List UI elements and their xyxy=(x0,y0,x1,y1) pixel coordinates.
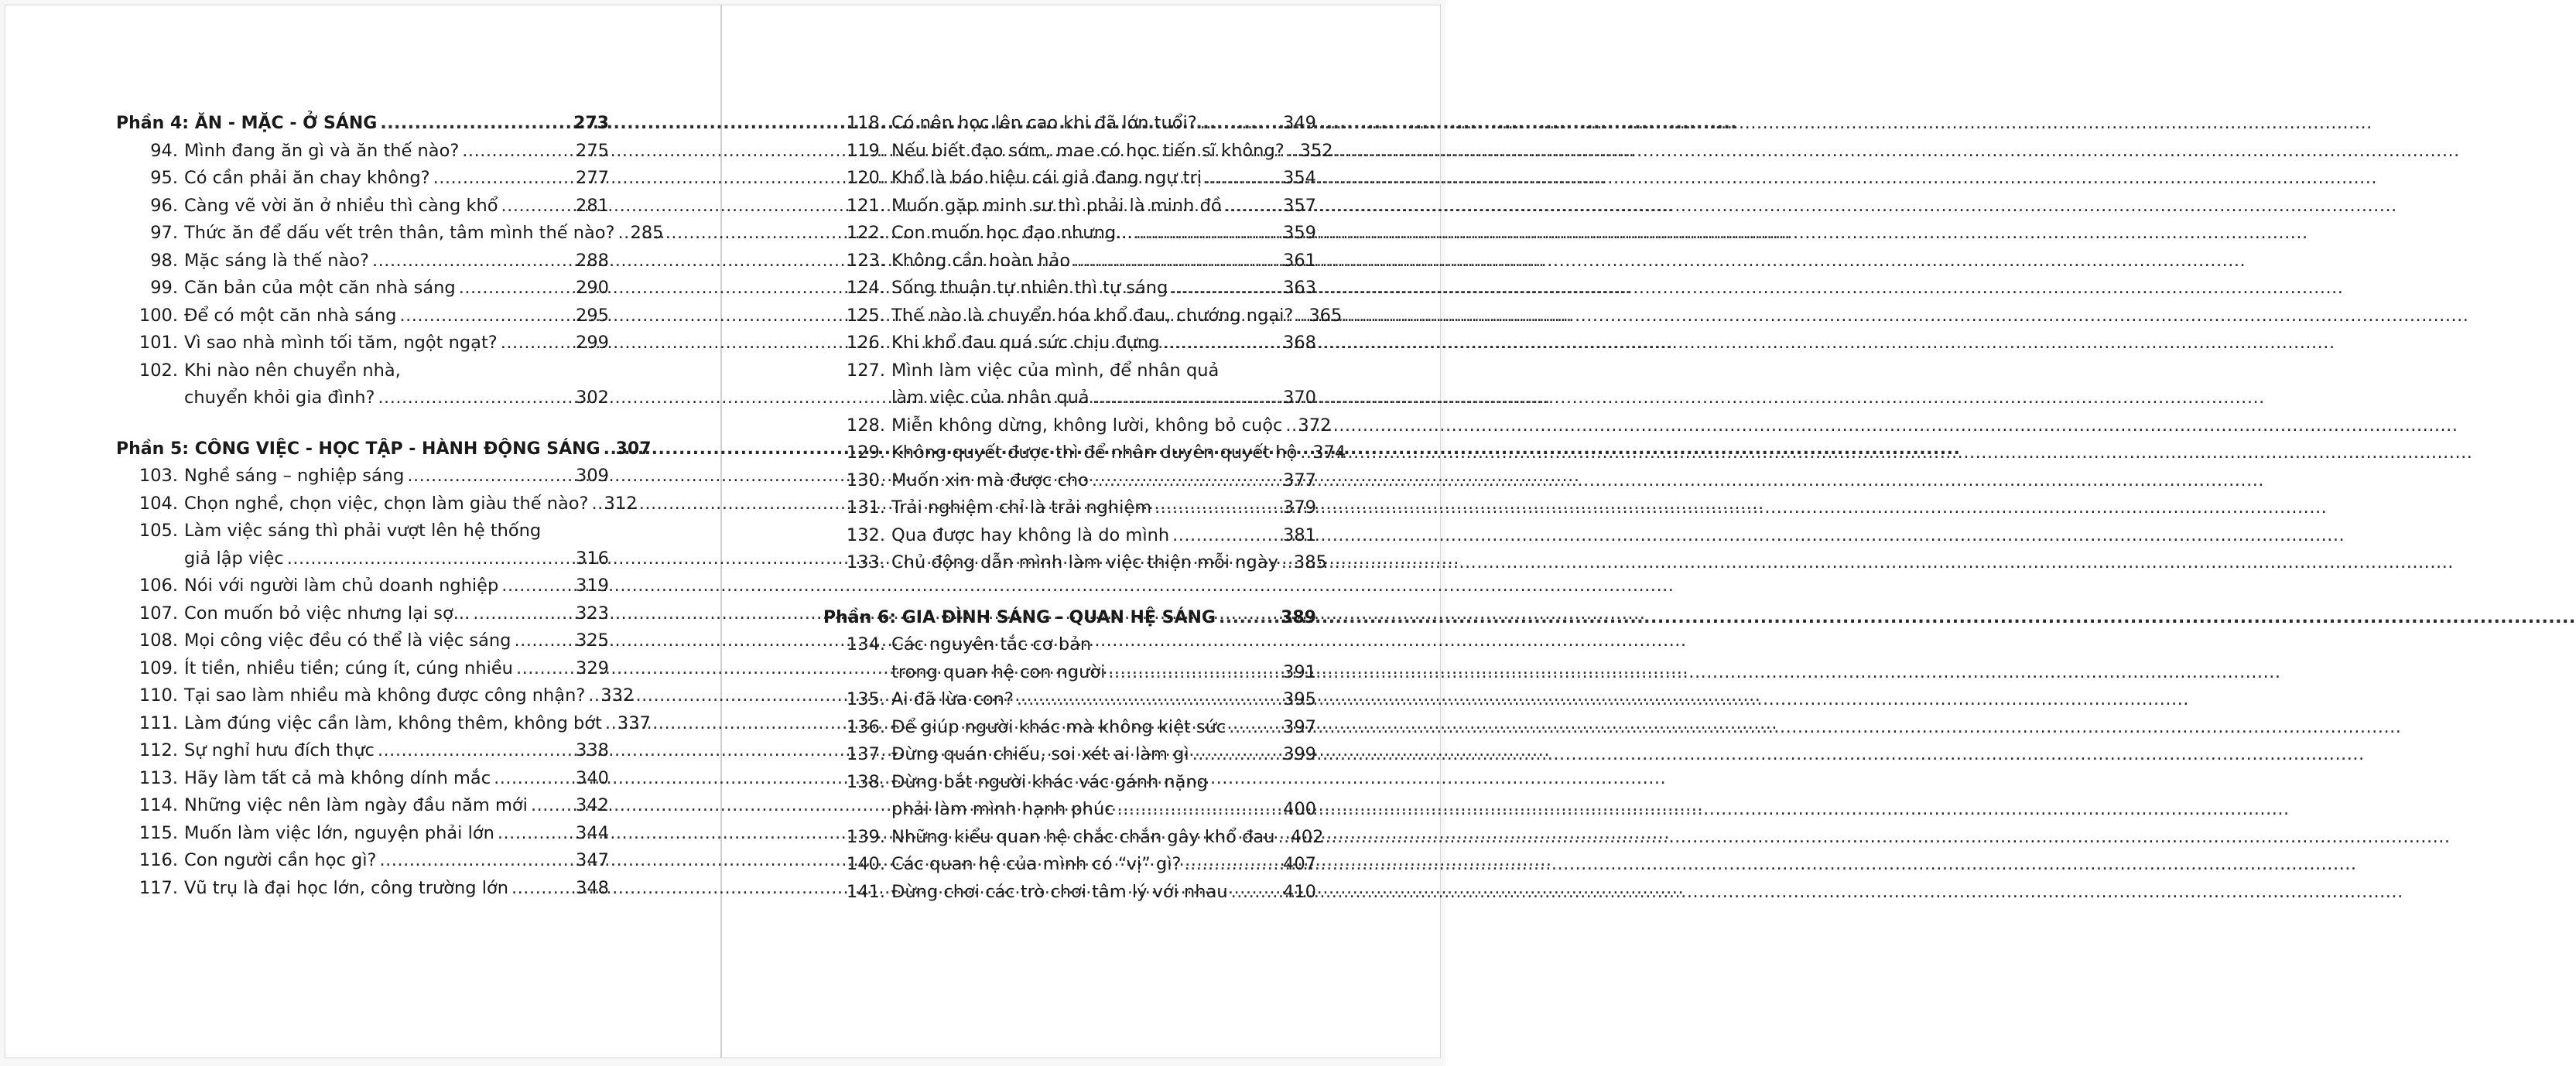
leader-dots xyxy=(1226,714,1283,742)
entry-title: Khổ là báo hiệu cái giả đang ngự trị xyxy=(891,168,1202,188)
entry-title: Căn bản của một căn nhà sáng xyxy=(184,278,456,298)
entry-title-continued: làm việc của nhân quả xyxy=(891,388,1090,408)
entry-number: 95. xyxy=(150,168,178,188)
entry-title-continued: phải làm mình hạnh phúc xyxy=(891,799,1114,819)
entry-page-number: 332 xyxy=(600,685,635,706)
entry-number: 139. xyxy=(846,826,885,847)
leader-dots xyxy=(1197,110,1283,138)
toc-entry[interactable] xyxy=(823,439,1346,467)
toc-entry[interactable] xyxy=(116,357,609,412)
entry-title: Thế nào là chuyển hóa khổ đau, chướng ngại? xyxy=(891,305,1294,326)
entry-number: 98. xyxy=(150,250,178,271)
section-page-number: 273 xyxy=(573,114,609,133)
entry-number: 109. xyxy=(139,658,178,678)
entry-number: 108. xyxy=(139,630,178,651)
toc-entry[interactable] xyxy=(116,682,635,710)
entry-title: Nói với người làm chủ doanh nghiệp xyxy=(184,576,499,596)
entry-number: 100. xyxy=(139,305,178,326)
toc-entry-line-1 xyxy=(823,769,1316,797)
toc-entry[interactable] xyxy=(116,248,609,275)
leader-dots xyxy=(528,792,576,820)
entry-title: Chọn nghề, chọn việc, chọn làm giàu thế nào? xyxy=(184,493,589,514)
leader-dots xyxy=(377,110,573,138)
toc-entry[interactable] xyxy=(116,710,651,738)
entry-page-number: 281 xyxy=(576,195,609,216)
entry-page-number: 342 xyxy=(576,795,609,815)
entry-title: Có nên học lên cao khi đã lớn tuổi? xyxy=(891,113,1197,133)
entry-page-number: 402 xyxy=(1290,826,1324,847)
leader-dots xyxy=(1133,220,1283,248)
entry-page-number: 337 xyxy=(617,712,651,733)
entry-page-number: 323 xyxy=(576,603,609,624)
leader-dots xyxy=(585,682,600,710)
entry-title: Chủ động dẫn mình làm việc thiện mỗi ngày xyxy=(891,552,1278,572)
entry-title: Đừng bắt người khác vác gánh nặng xyxy=(891,771,1208,792)
toc-entry[interactable] xyxy=(116,737,609,765)
entry-number: 113. xyxy=(139,767,178,788)
entry-title: Để có một căn nhà sáng xyxy=(184,305,397,326)
leader-dots xyxy=(1159,330,1283,357)
entry-number: 99. xyxy=(150,278,178,298)
toc-entry[interactable] xyxy=(116,875,609,903)
toc-entry[interactable] xyxy=(116,302,609,330)
toc-entry-line-2 xyxy=(823,659,1316,687)
entry-page-number: 309 xyxy=(576,466,609,486)
leader-dots xyxy=(1293,302,1309,330)
entry-number: 127. xyxy=(846,360,885,381)
entry-title: Hãy làm tất cả mà không dính mắc xyxy=(184,767,491,788)
entry-number: 128. xyxy=(846,415,885,436)
entry-number: 115. xyxy=(139,822,178,843)
toc-entry[interactable] xyxy=(823,193,1316,220)
entry-page-number: 340 xyxy=(576,767,609,788)
entry-page-number: 316 xyxy=(576,548,609,569)
entry-title: Các quan hệ của mình có “vị” gì? xyxy=(891,854,1182,874)
toc-entry[interactable] xyxy=(823,851,1316,879)
entry-number: 107. xyxy=(139,603,178,624)
entry-page-number: 319 xyxy=(576,576,609,596)
leader-dots xyxy=(1216,604,1281,632)
entry-title: Con muốn bỏ việc nhưng lại sợ... xyxy=(184,603,470,624)
entry-title: Mọi công việc đều có thể là việc sáng xyxy=(184,630,511,651)
entry-title: Muốn làm việc lớn, nguyện phải lớn xyxy=(184,822,494,843)
entry-page-number: 374 xyxy=(1312,442,1346,463)
entry-title: Nếu biết đạo sớm, mae có học tiến sĩ không? xyxy=(891,140,1285,161)
entry-page-number: 275 xyxy=(576,140,609,161)
entry-title: Muốn xin mà được cho xyxy=(891,470,1089,490)
entry-indent xyxy=(823,384,891,412)
leader-dots xyxy=(1282,412,1298,440)
leader-dots xyxy=(1151,494,1283,522)
leader-dots xyxy=(1222,193,1283,220)
entry-number: 141. xyxy=(846,881,885,902)
toc-entry[interactable] xyxy=(116,847,609,875)
entry-number: 138. xyxy=(846,771,885,792)
toc-entry[interactable] xyxy=(823,769,1316,824)
toc-entry[interactable] xyxy=(116,820,609,848)
entry-page-number: 352 xyxy=(1299,140,1333,161)
leader-dots xyxy=(375,737,576,765)
entry-number: 134. xyxy=(846,634,885,654)
entry-title: Qua được hay không là do mình xyxy=(891,524,1170,545)
entry-page-number: 363 xyxy=(1283,278,1316,298)
entry-title: Để giúp người khác mà không kiệt sức xyxy=(891,716,1226,737)
toc-entry[interactable] xyxy=(823,220,1316,248)
entry-title: Con người cần học gì? xyxy=(184,850,377,870)
entry-number: 97. xyxy=(150,223,178,243)
entry-number: 117. xyxy=(139,877,178,898)
entry-number: 101. xyxy=(139,333,178,353)
entry-page-number: 410 xyxy=(1283,881,1316,902)
entry-page-number: 325 xyxy=(576,630,609,651)
toc-entry[interactable] xyxy=(823,741,1316,769)
toc-entry[interactable] xyxy=(116,792,609,820)
entry-page-number: 400 xyxy=(1283,799,1316,819)
toc-entry[interactable] xyxy=(116,138,609,166)
leader-dots xyxy=(1105,659,1283,687)
toc-entry-line-1 xyxy=(823,357,1316,385)
entry-title: Muốn gặp minh sư thì phải là minh đồ xyxy=(891,195,1222,216)
entry-number: 131. xyxy=(846,497,885,518)
entry-number: 133. xyxy=(846,552,885,572)
entry-title-continued: trong quan hệ con người xyxy=(891,661,1106,682)
entry-indent xyxy=(116,384,184,412)
entry-page-number: 354 xyxy=(1283,168,1316,188)
entry-title: Ít tiền, nhiều tiền; cúng ít, cúng nhiều xyxy=(184,658,513,678)
toc-section-heading[interactable] xyxy=(116,110,609,138)
entry-page-number: 368 xyxy=(1283,333,1316,353)
toc-entry[interactable] xyxy=(823,248,1316,275)
toc-entry[interactable] xyxy=(116,518,609,572)
entry-number: 126. xyxy=(846,333,885,353)
entry-number: 124. xyxy=(846,278,885,298)
leader-dots xyxy=(1168,275,1283,302)
entry-title: Càng vẽ vời ăn ở nhiều thì càng khổ xyxy=(184,195,498,216)
entry-title: Trải nghiệm chỉ là trải nghiệm xyxy=(891,497,1152,518)
leader-dots xyxy=(1278,549,1294,577)
toc-entry[interactable] xyxy=(823,110,1316,138)
entry-title: Miễn không dừng, không lười, không bỏ cuộc xyxy=(891,415,1283,436)
leader-dots xyxy=(513,655,576,683)
entry-title: Con muốn học đạo nhưng... xyxy=(891,223,1133,243)
toc-entry[interactable] xyxy=(116,655,609,683)
entry-number: 112. xyxy=(139,740,178,760)
toc-entry[interactable] xyxy=(823,275,1316,302)
entry-title: Không quyết được thì để nhân duyên quyết hộ xyxy=(891,442,1298,463)
toc-entry[interactable] xyxy=(823,467,1316,495)
entry-indent xyxy=(823,659,891,687)
entry-number: 110. xyxy=(139,685,178,706)
leader-dots xyxy=(1189,741,1283,769)
leader-dots xyxy=(1070,248,1283,275)
toc-entry[interactable] xyxy=(823,879,1316,907)
toc-entry[interactable] xyxy=(116,275,609,302)
toc-entry-line-2 xyxy=(823,796,1316,824)
leader-dots xyxy=(1274,824,1290,852)
entry-page-number: 288 xyxy=(576,250,609,271)
toc-entry[interactable] xyxy=(823,138,1333,166)
section-page-number: 389 xyxy=(1281,607,1316,627)
entry-page-number: 385 xyxy=(1293,552,1327,572)
toc-entry[interactable] xyxy=(116,165,609,193)
entry-number: 129. xyxy=(846,442,885,463)
entry-title: Ai đã lừa con? xyxy=(891,689,1014,709)
entry-title: Đừng chơi các trò chơi tâm lý với nhau xyxy=(891,881,1228,902)
entry-number: 137. xyxy=(846,744,885,764)
entry-page-number: 285 xyxy=(630,223,664,243)
leader-dots xyxy=(456,275,576,302)
entry-page-number: 357 xyxy=(1283,195,1316,216)
entry-number: 121. xyxy=(846,195,885,216)
toc-entry[interactable] xyxy=(116,193,609,220)
leader-dots xyxy=(1285,138,1300,166)
toc-entry[interactable] xyxy=(823,686,1316,714)
section-page-number: 307 xyxy=(615,439,652,459)
entry-title: Làm việc sáng thì phải vượt lên hệ thống xyxy=(184,521,542,541)
entry-title: Các nguyên tắc cơ bản xyxy=(891,634,1092,654)
entry-title: Tại sao làm nhiều mà không được công nhận? xyxy=(184,685,586,706)
leader-dots xyxy=(430,165,576,193)
toc-entry-line-2 xyxy=(116,384,609,412)
toc-entry[interactable] xyxy=(116,765,609,793)
entry-number: 122. xyxy=(846,223,885,243)
entry-page-number: 359 xyxy=(1283,223,1316,243)
section-title: Phần 4: ĂN - MẶC - Ở SÁNG xyxy=(116,114,378,133)
toc-entry-line-1 xyxy=(116,518,609,545)
leader-dots xyxy=(1089,467,1283,495)
entry-page-number: 361 xyxy=(1283,250,1316,271)
toc-entry[interactable] xyxy=(823,165,1316,193)
entry-number: 114. xyxy=(139,795,178,815)
entry-page-number: 295 xyxy=(576,305,609,326)
entry-title: Những kiểu quan hệ chắc chắn gây khổ đau xyxy=(891,826,1275,847)
leader-dots xyxy=(1202,165,1283,193)
entry-page-number: 347 xyxy=(576,850,609,870)
toc-entry[interactable] xyxy=(116,627,609,655)
entry-number: 120. xyxy=(846,168,885,188)
entry-page-number: 338 xyxy=(576,740,609,760)
toc-entry-line-2 xyxy=(823,384,1316,412)
leader-dots xyxy=(494,820,576,848)
entry-number: 125. xyxy=(846,305,885,326)
leader-dots xyxy=(498,193,576,220)
entry-number: 119. xyxy=(846,140,885,161)
leader-dots xyxy=(498,572,576,600)
leader-dots xyxy=(404,463,576,490)
entry-page-number: 329 xyxy=(576,658,609,678)
toc-entry[interactable] xyxy=(116,220,664,248)
entry-page-number: 365 xyxy=(1309,305,1343,326)
entry-page-number: 348 xyxy=(576,877,609,898)
entry-page-number: 349 xyxy=(1283,113,1316,133)
entry-title: Vì sao nhà mình tối tăm, ngột ngạt? xyxy=(184,333,498,353)
entry-number: 140. xyxy=(846,854,885,874)
toc-entry[interactable] xyxy=(823,714,1316,742)
leader-dots xyxy=(588,490,604,518)
leader-dots xyxy=(1181,851,1283,879)
entry-title: Những việc nên làm ngày đầu năm mới xyxy=(184,795,528,815)
entry-page-number: 344 xyxy=(576,822,609,843)
entry-number: 103. xyxy=(139,466,178,486)
toc-left-column xyxy=(116,110,664,902)
leader-dots xyxy=(498,330,576,357)
leader-dots xyxy=(1169,522,1283,550)
entry-page-number: 391 xyxy=(1283,661,1316,682)
toc-entry[interactable] xyxy=(116,463,609,490)
leader-dots xyxy=(459,138,576,166)
entry-number: 136. xyxy=(846,716,885,737)
leader-dots xyxy=(1014,686,1283,714)
entry-number: 111. xyxy=(139,712,178,733)
leader-dots xyxy=(508,875,576,903)
toc-entry[interactable] xyxy=(823,302,1343,330)
entry-number: 130. xyxy=(846,470,885,490)
leader-dots xyxy=(602,710,617,738)
entry-title: Mình đang ăn gì và ăn thế nào? xyxy=(184,140,460,161)
page-gutter xyxy=(720,5,722,1058)
entry-page-number: 377 xyxy=(1283,470,1316,490)
entry-indent xyxy=(823,796,891,824)
toc-entry[interactable] xyxy=(823,631,1316,686)
toc-entry[interactable] xyxy=(823,330,1316,357)
entry-title: Có cần phải ăn chay không? xyxy=(184,168,430,188)
toc-entry[interactable] xyxy=(116,572,609,600)
entry-number: 123. xyxy=(846,250,885,271)
entry-title: Sự nghỉ hưu đích thực xyxy=(184,740,375,760)
leader-dots xyxy=(284,545,576,573)
entry-page-number: 302 xyxy=(576,388,609,408)
entry-page-number: 395 xyxy=(1283,689,1316,709)
entry-number: 105. xyxy=(139,521,178,541)
leader-dots xyxy=(1090,384,1283,412)
toc-entry[interactable] xyxy=(823,824,1324,852)
toc-right-column xyxy=(823,110,1346,906)
entry-title: Sống thuận tự nhiên thì tự sáng xyxy=(891,278,1168,298)
entry-page-number: 397 xyxy=(1283,716,1316,737)
entry-title: Khi khổ đau quá sức chịu đựng xyxy=(891,333,1160,353)
toc-entry[interactable] xyxy=(823,522,1316,550)
entry-page-number: 370 xyxy=(1283,388,1316,408)
entry-title: Làm đúng việc cần làm, không thêm, không bớt xyxy=(184,712,602,733)
leader-dots xyxy=(396,302,576,330)
entry-page-number: 277 xyxy=(576,168,609,188)
entry-number: 118. xyxy=(846,113,885,133)
toc-entry[interactable] xyxy=(823,412,1332,440)
entry-title: Thức ăn để dấu vết trên thân, tâm mình thế nào? xyxy=(184,223,615,243)
entry-title: Mình làm việc của mình, để nhân quả xyxy=(891,360,1220,381)
leader-dots xyxy=(491,765,576,793)
toc-section-heading[interactable] xyxy=(823,604,1316,632)
entry-indent xyxy=(116,545,184,573)
entry-number: 94. xyxy=(150,140,178,161)
toc-entry-line-1 xyxy=(823,631,1316,659)
leader-dots xyxy=(470,600,576,628)
entry-page-number: 399 xyxy=(1283,744,1316,764)
entry-page-number: 381 xyxy=(1283,524,1316,545)
entry-number: 102. xyxy=(139,360,178,381)
entry-title: Không cần hoàn hảo xyxy=(891,250,1071,271)
toc-entry[interactable] xyxy=(116,600,609,628)
leader-dots xyxy=(369,248,576,275)
leader-dots xyxy=(376,847,576,875)
toc-entry[interactable] xyxy=(116,490,638,518)
section-title: Phần 5: CÔNG VIỆC - HỌC TẬP - HÀNH ĐỘNG SÁNG xyxy=(116,439,600,459)
leader-dots xyxy=(511,627,576,655)
entry-number: 106. xyxy=(139,576,178,596)
leader-dots xyxy=(1297,439,1312,467)
entry-page-number: 379 xyxy=(1283,497,1316,518)
leader-dots xyxy=(375,384,576,412)
section-title: Phần 6: GIA ĐÌNH SÁNG - QUAN HỆ SÁNG xyxy=(823,607,1216,627)
entry-title: Khi nào nên chuyển nhà, xyxy=(184,360,401,381)
section-spacer xyxy=(823,577,1316,604)
leader-dots xyxy=(1228,879,1283,907)
toc-section-heading[interactable] xyxy=(116,436,652,463)
leader-dots xyxy=(1114,796,1283,824)
entry-page-number: 407 xyxy=(1283,854,1316,874)
toc-entry[interactable] xyxy=(823,357,1316,412)
toc-entry-line-2 xyxy=(116,545,609,573)
entry-title: Đừng quán chiếu, soi xét ai làm gì xyxy=(891,744,1189,764)
entry-title: Vũ trụ là đại học lớn, công trường lớn xyxy=(184,877,508,898)
entry-title-continued: giả lập việc xyxy=(184,548,284,569)
toc-entry[interactable] xyxy=(116,330,609,357)
toc-entry-line-1 xyxy=(116,357,609,385)
entry-number: 132. xyxy=(846,524,885,545)
entry-number: 104. xyxy=(139,493,178,514)
leader-dots xyxy=(615,220,631,248)
toc-entry[interactable] xyxy=(823,549,1327,577)
toc-entry[interactable] xyxy=(823,494,1316,522)
entry-number: 116. xyxy=(139,850,178,870)
entry-title: Nghề sáng – nghiệp sáng xyxy=(184,466,405,486)
entry-page-number: 372 xyxy=(1298,415,1332,436)
section-spacer xyxy=(116,412,609,436)
entry-page-number: 290 xyxy=(576,278,609,298)
entry-title: Mặc sáng là thế nào? xyxy=(184,250,369,271)
entry-number: 96. xyxy=(150,195,178,216)
entry-page-number: 312 xyxy=(604,493,638,514)
entry-title-continued: chuyển khỏi gia đình? xyxy=(184,388,375,408)
entry-page-number: 299 xyxy=(576,333,609,353)
leader-dots xyxy=(600,436,616,463)
entry-number: 135. xyxy=(846,689,885,709)
